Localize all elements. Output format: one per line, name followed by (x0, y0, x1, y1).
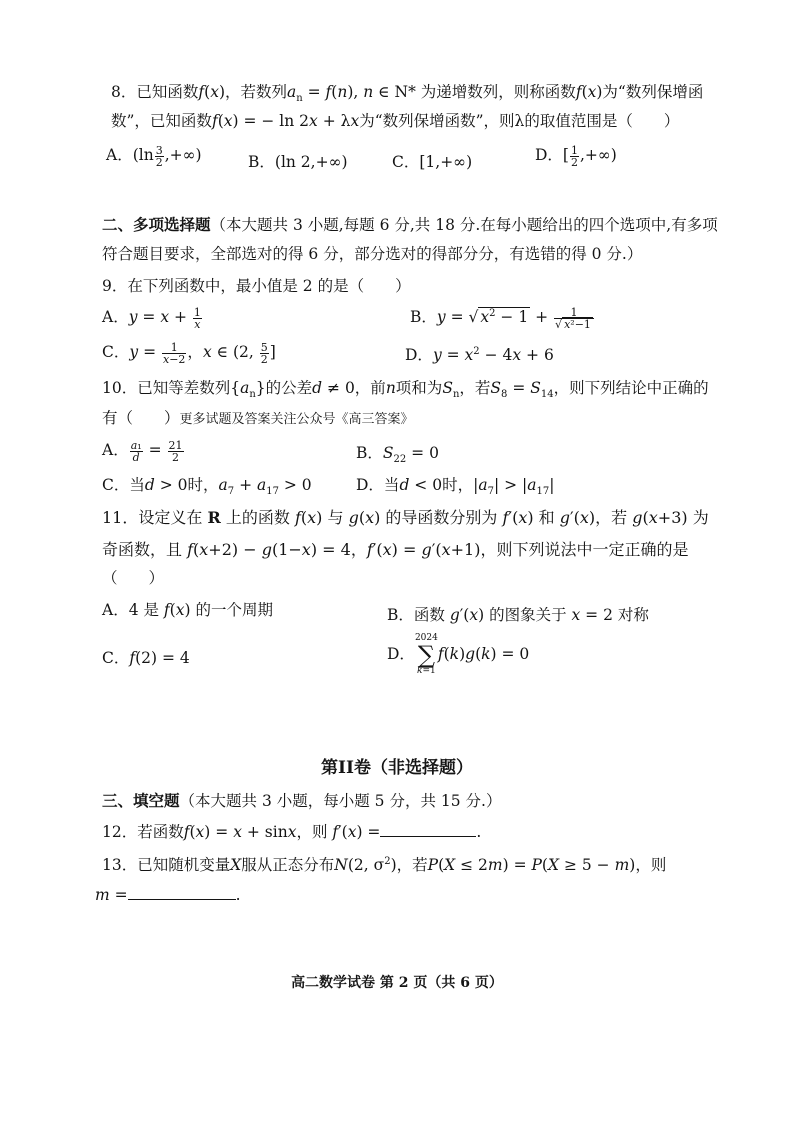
q8-line1: 8．已知函数f(x)，若数列$a_n = f(n)$, n ∈ N* 为递增数列，则称函数f(x)为“数列保增函 (111, 83, 704, 105)
part2-title: 第II卷（非选择题） (321, 758, 473, 778)
q9-option-a: A．y = x + $\frac{1}{x}$ (102, 305, 201, 331)
q10-stem2: 有（ ）更多试题及答案关注公众号《高三答案》 (102, 409, 414, 427)
q13-line1: 13．已知随机变量X服从正态分布N(2, $\sigma^2$)，若P(X ≤ 2m) = P(X ≥ 5 − m)，则 (102, 855, 667, 874)
q10-option-d: D．当d < 0时，$|a_7| > |a_{17}|$ (356, 476, 555, 498)
q13-line2: m = . (95, 886, 241, 904)
section2-heading: 二、多项选择题（本大题共 3 小题,每题 6 分,共 18 分.在每小题给出的四个选项中,有多项 (102, 215, 718, 234)
q11-line3: （ ） (102, 569, 165, 587)
q10-option-a: A． $\frac{\text{a₁}}{d}$ = $\frac{21}{2}$ (102, 438, 183, 464)
q10-stem: 10．已知等差数列$\{a_n\}$的公差d ≠ 0，前n项和为$S_n$，若$S_8 = S_{14}$，则下列结论中正确的 (102, 379, 709, 401)
q10-option-b: B．$S_{22} = 0$ (356, 444, 439, 466)
q8-option-a: A．(ln $\frac{3}{2}$ ,+∞) (106, 143, 202, 169)
section3-heading: 三、填空题（本大题共 3 小题，每小题 5 分，共 15 分.） (102, 791, 502, 810)
q8-option-b: B．(ln 2,+∞) (248, 153, 348, 171)
q13-answer-blank[interactable] (128, 885, 236, 900)
q9-option-d: D．$y = x^2 - 4x + 6$ (405, 345, 554, 364)
q8-line2: 数”，已知函数f(x) = − ln 2x + λx为“数列保增函数”，则λ的取值范围是（ ） (111, 112, 680, 130)
section2-desc: 符合题目要求，全部选对的得 6 分，部分选对的得部分分，有选错的得 0 分.） (102, 245, 643, 263)
q9-stem: 9．在下列函数中，最小值是 2 的是（ ） (102, 277, 411, 295)
q9-option-b: B．y = √ $x^2 - 1$ + $\frac{1}{\text{√ x²−1}}$ (410, 305, 595, 330)
q11-option-b: B．函数 g′(x) 的图象关于 x = 2 对称 (387, 606, 649, 624)
q9-option-c: C．y = $\frac{1}{x-2}$ ，x ∈ (2, $\frac{5}{2}$ ] (102, 340, 276, 366)
q11-option-a: A．4 是 f(x) 的一个周期 (102, 601, 273, 619)
q11-line2: 奇函数，且 f(x+2) − g(1−x) = 4，f′(x) = g′(x+1)，则下列说法中一定正确的是 (102, 540, 689, 559)
q8-option-d: D．[ $\frac{1}{2}$ ,+∞) (535, 143, 617, 169)
q12-answer-blank[interactable] (380, 822, 476, 837)
q12-text: 12．若函数f(x) = x + sinx，则 f′(x) = . (102, 823, 482, 841)
page-footer: 高二数学试卷 第 2 页（共 6 页） (291, 975, 503, 991)
summation-symbol: 2024 ∑ k=1 (414, 633, 438, 676)
q10-option-c: C．当d > 0时，$a_7 + a_{17} > 0$ (102, 476, 312, 498)
promo-note: 更多试题及答案关注公众号《高三答案》 (179, 412, 414, 427)
q11-option-d: D． 2024 ∑ k=1 f(k)g(k) = 0 (387, 633, 530, 676)
q8-option-c: C．[1,+∞) (392, 153, 473, 171)
q11-line1: 11．设定义在 R 上的函数 f(x) 与 g(x) 的导函数分别为 f′(x) 和 g′(x)，若 g(x+3) 为 (102, 508, 709, 527)
q11-option-c: C．f(2) = 4 (102, 649, 190, 667)
